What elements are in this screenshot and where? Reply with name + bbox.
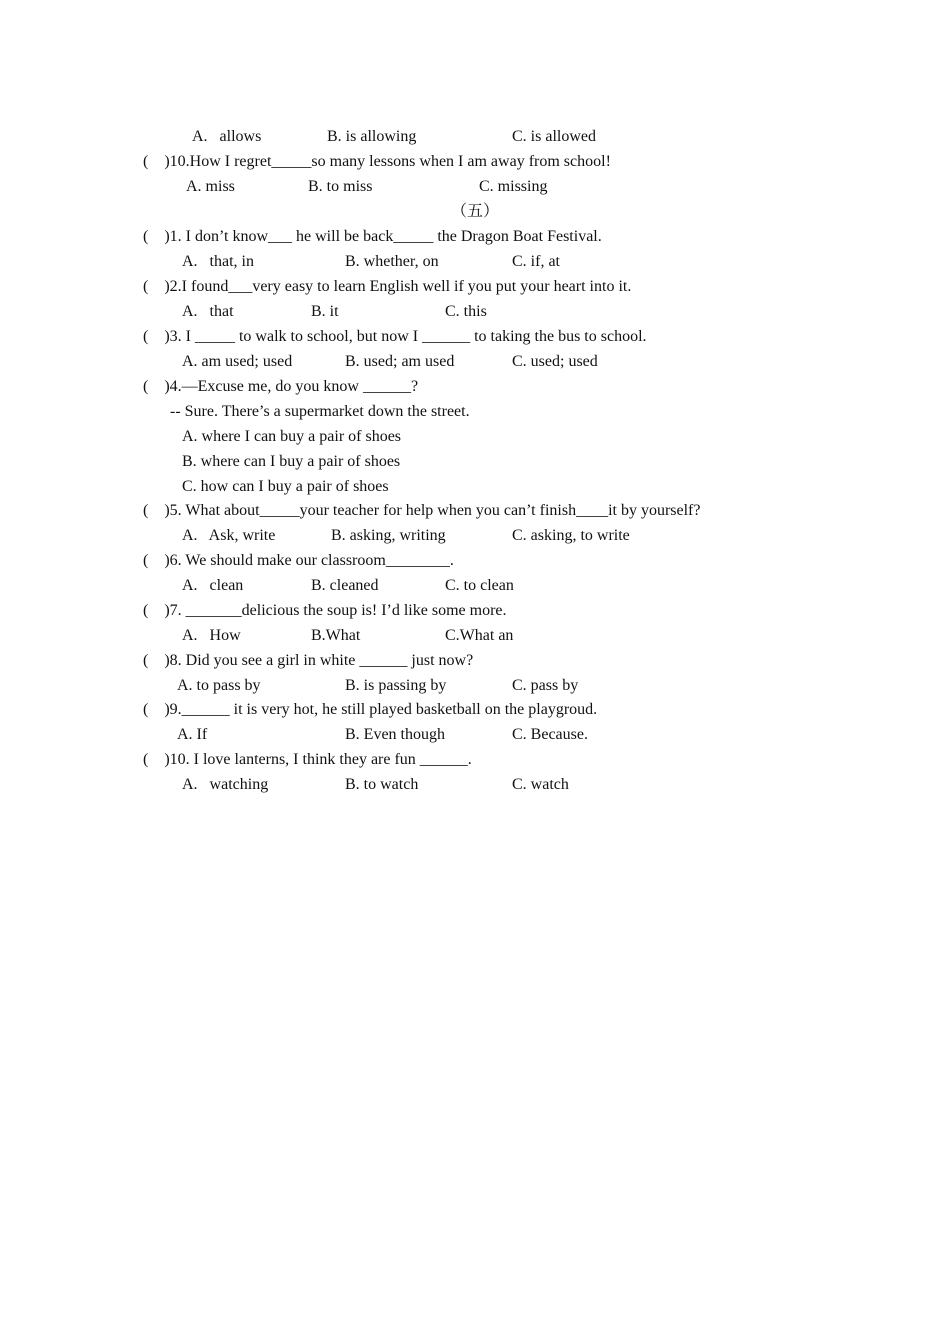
section-title: （五） xyxy=(450,203,499,220)
option-b: B. asking, writing xyxy=(331,527,446,544)
option-c: C. pass by xyxy=(512,677,579,694)
option-c: C. watch xyxy=(512,776,569,793)
option-a: A. Ask, write xyxy=(182,527,276,544)
option-a: A. If xyxy=(177,726,208,743)
question-stem: ( )2.I found___very easy to learn English well if you put your heart into it. xyxy=(143,278,632,295)
question-stem: ( )5. What about_____your teacher for help when you can’t finish____it by yourself? xyxy=(143,502,701,519)
option-a: A. clean xyxy=(182,577,244,594)
option-a: A. to pass by xyxy=(177,677,261,694)
question-stem: ( )9.______ it is very hot, he still played basketball on the playgroud. xyxy=(143,701,598,718)
option-b: B. is allowing xyxy=(327,128,417,145)
option-c: C. used; used xyxy=(512,353,598,370)
option-c: C. to clean xyxy=(445,577,514,594)
option-c: C. Because. xyxy=(512,726,588,743)
option-b: B. where can I buy a pair of shoes xyxy=(182,453,401,470)
option-c: C. missing xyxy=(479,178,548,195)
option-c: C. asking, to write xyxy=(512,527,630,544)
option-b: B. Even though xyxy=(345,726,445,743)
option-c: C. is allowed xyxy=(512,128,596,145)
option-a: A. How xyxy=(182,627,241,644)
option-c: C. how can I buy a pair of shoes xyxy=(182,478,389,495)
option-b: B. is passing by xyxy=(345,677,447,694)
answer-line: -- Sure. There’s a supermarket down the street. xyxy=(170,403,470,420)
question-stem: ( )7. _______delicious the soup is! I’d like some more. xyxy=(143,602,507,619)
option-b: B. it xyxy=(311,303,339,320)
option-b: B. cleaned xyxy=(311,577,379,594)
option-a: A. allows xyxy=(192,128,262,145)
question-stem: ( )4.—Excuse me, do you know ______? xyxy=(143,378,419,395)
option-a: A. am used; used xyxy=(182,353,293,370)
question-stem: ( )6. We should make our classroom________. xyxy=(143,552,454,569)
option-b: B.What xyxy=(311,627,361,644)
option-c: C. if, at xyxy=(512,253,560,270)
option-b: B. whether, on xyxy=(345,253,439,270)
question-stem: ( )10. I love lanterns, I think they are fun ______. xyxy=(143,751,472,768)
option-a: A. miss xyxy=(186,178,235,195)
option-b: B. used; am used xyxy=(345,353,455,370)
option-a: A. where I can buy a pair of shoes xyxy=(182,428,402,445)
option-c: C. this xyxy=(445,303,487,320)
option-a: A. watching xyxy=(182,776,269,793)
question-stem: ( )10.How I regret_____so many lessons when I am away from school! xyxy=(143,153,611,170)
option-a: A. that xyxy=(182,303,234,320)
option-b: B. to watch xyxy=(345,776,419,793)
option-c: C.What an xyxy=(445,627,514,644)
question-stem: ( )3. I _____ to walk to school, but now I ______ to taking the bus to school. xyxy=(143,328,647,345)
option-a: A. that, in xyxy=(182,253,254,270)
option-b: B. to miss xyxy=(308,178,373,195)
question-stem: ( )1. I don’t know___ he will be back_____ the Dragon Boat Festival. xyxy=(143,228,602,245)
question-stem: ( )8. Did you see a girl in white ______ just now? xyxy=(143,652,474,669)
